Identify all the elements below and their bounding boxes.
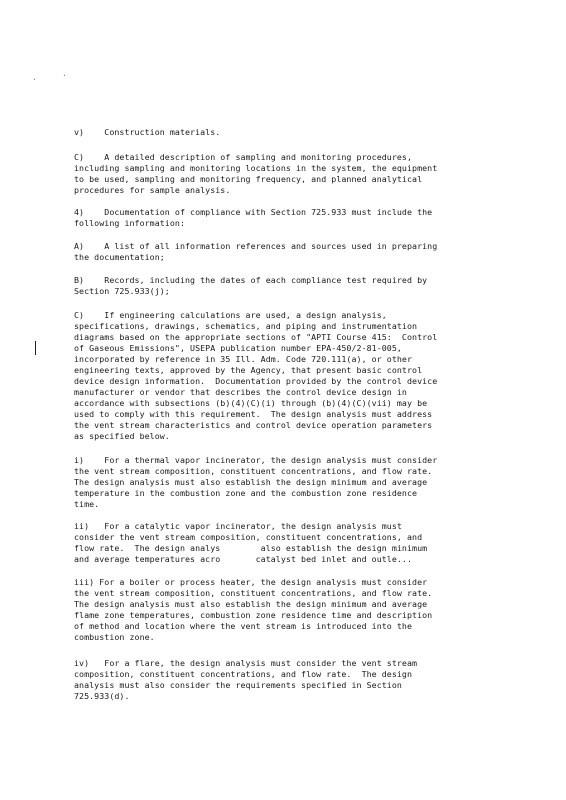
paragraph-4-documentation-compliance: 4) Documentation of compliance with Section 725.933 must include the following information: xyxy=(74,207,433,228)
paragraph-iv-flare: iv) For a flare, the design analysis must consider the vent stream composition, constituent concentrations, and flow rate. The design analysis must also consider the requirements specified in Section 725.933(d). xyxy=(74,658,418,701)
paragraph-c-engineering-calculations: C) If engineering calculations are used, a design analysis, specifications, drawings, schematics, and piping and instrumentation diagrams based on the appropriate sections of "APTI Course 415: Control of Gaseous Emissions", USEPA publication number EPA-450/2-81-005, incorporated by reference in 35 Ill. Adm. Code 720.111(a), or other engineering texts, approved by the Agency, that present basic control device design information. Documentation provided by the control device manufacturer or vendor that describes the control device design in accordance with subsections (b)(4)(C)(i) through (b)(4)(C)(vii) may be used to comply with this requirement. The design analysis must address the vent stream characteristics and control device operation parameters as specified below. xyxy=(74,310,438,441)
paragraph-iii-boiler-heater: iii) For a boiler or process heater, the design analysis must consider the vent stream composition, constituent concentrations, and flow rate. The design analysis must also establish the design minimum and average flame zone temperatures, combustion zone residence time and description of method and location where the vent stream is introduced into the combustion zone. xyxy=(74,577,433,642)
scan-speck-mark: · xyxy=(32,75,37,84)
paragraph-c-sampling-monitoring: C) A detailed description of sampling and monitoring procedures, including sampling and monitoring locations in the system, the equipment to be used, sampling and monitoring frequency, and planned analytical procedures for sample analysis. xyxy=(74,152,438,195)
paragraph-i-thermal-incinerator: i) For a thermal vapor incinerator, the design analysis must consider the vent stream composition, constituent concentrations, and flow rate. The design analysis must also establish the design minimum and average temperature in the combustion zone and the combustion zone residence time. xyxy=(74,455,438,509)
paragraph-b-records: B) Records, including the dates of each compliance test required by Section 725.933(j); xyxy=(74,275,428,296)
scan-speck-mark: · xyxy=(62,71,67,80)
paragraph-v-construction-materials: v) Construction materials. xyxy=(74,127,221,137)
paragraph-ii-catalytic-incinerator: ii) For a catalytic vapor incinerator, the design analysis must consider the vent stream composition, constituent concentrations, and flow rate. The design analys also establish the design minimum and average temperatures acro catalyst bed inlet and outle... xyxy=(74,521,428,564)
change-bar-mark xyxy=(35,341,36,355)
paragraph-a-references-list: A) A list of all information references and sources used in preparing the documentation; xyxy=(74,241,438,262)
